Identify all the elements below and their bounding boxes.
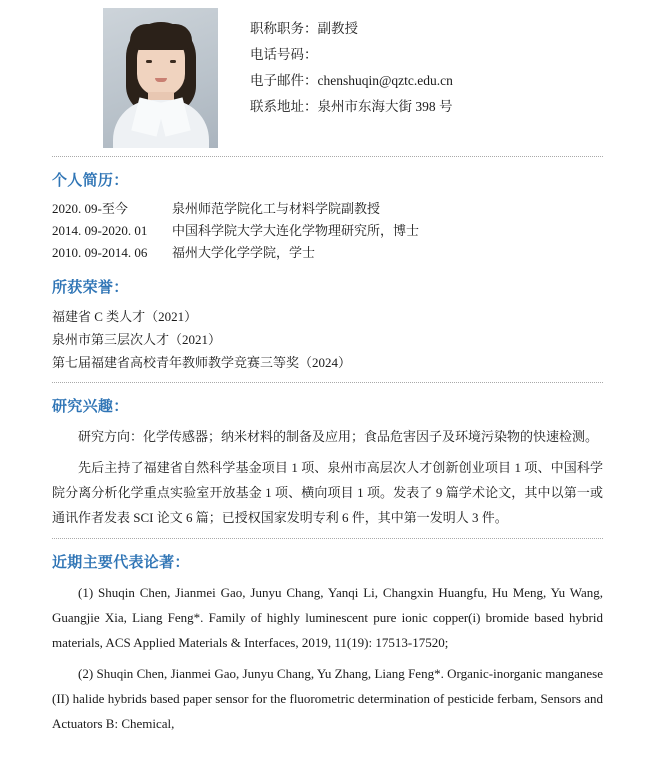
publication-item-1: (1) Shuqin Chen, Jianmei Gao, Junyu Chang, Yanqi Li, Changxin Huangfu, Hu Meng, Yu Wang, Guangjie Xia, Liang Feng*. Family of highly luminescent pure ionic copper(i) bromide based hybrid materials, ACS Applied Materials & Interfaces, 2019, 11(19): 17513-17520; [52, 585, 603, 650]
portrait-photo-wrap [103, 8, 218, 148]
list-item: 第七届福建省高校青年教师教学竞赛三等奖（2024） [52, 355, 352, 370]
avatar [103, 8, 218, 148]
header-block [0, 0, 655, 148]
divider-3 [52, 538, 603, 539]
section-title-interest: 研究兴趣： [52, 398, 129, 415]
contact-row-email: 电子邮件：chenshuqin@qztc.edu.cn [250, 73, 453, 88]
contact-row-address: 联系地址：泉州市东海大街 398 号 [250, 99, 453, 114]
publication-item-2: (2) Shuqin Chen, Jianmei Gao, Junyu Chang, Yu Zhang, Liang Feng*. Organic-inorganic manganese (II) halide hybrids based paper sensor for the fluorometric determination of pesticide ferbam, Sensors and Actuators B: Chemical, [52, 666, 603, 731]
resume-list [52, 198, 603, 264]
interest-paragraph-2: 先后主持了福建省自然科学基金项目 1 项、泉州市高层次人才创新创业项目 1 项、中国科学院分离分析化学重点实验室开放基金 1 项、横向项目 1 项。发表了 9 篇学术论文，其中以第一或通讯作者发表 SCI 论文 6 篇；已授权国家发明专利 6 件，其中第一发明人 3 件。 [52, 460, 603, 525]
resume-desc: 泉州师范学院化工与材料学院副教授 [172, 201, 381, 216]
section-title-publications: 近期主要代表论著： [52, 554, 190, 571]
contact-row-title: 职称职务：副教授 [250, 21, 358, 36]
contact-row-phone: 电话号码： [250, 47, 318, 62]
list-item: 泉州市第三层次人才（2021） [52, 332, 222, 347]
section-title-resume: 个人简历： [52, 172, 129, 189]
resume-date: 2010. 09-2014. 06 [52, 245, 148, 260]
list-item [52, 242, 603, 264]
list-item [52, 198, 603, 220]
resume-desc: 福州大学化学学院，学士 [172, 245, 316, 260]
resume-desc: 中国科学院大学大连化学物理研究所，博士 [172, 223, 420, 238]
list-item [52, 220, 603, 242]
honors-list [52, 305, 603, 374]
section-title-honors: 所获荣誉： [52, 279, 129, 296]
resume-date: 2020. 09-至今 [52, 201, 128, 216]
divider-2 [52, 382, 603, 383]
resume-date: 2014. 09-2020. 01 [52, 223, 148, 238]
interest-paragraph-1: 研究方向：化学传感器；纳米材料的制备及应用；食品危害因子及环境污染物的快速检测。 [78, 429, 599, 444]
list-item: 福建省 C 类人才（2021） [52, 309, 198, 324]
contact-info [250, 8, 453, 148]
divider-1 [52, 156, 603, 157]
